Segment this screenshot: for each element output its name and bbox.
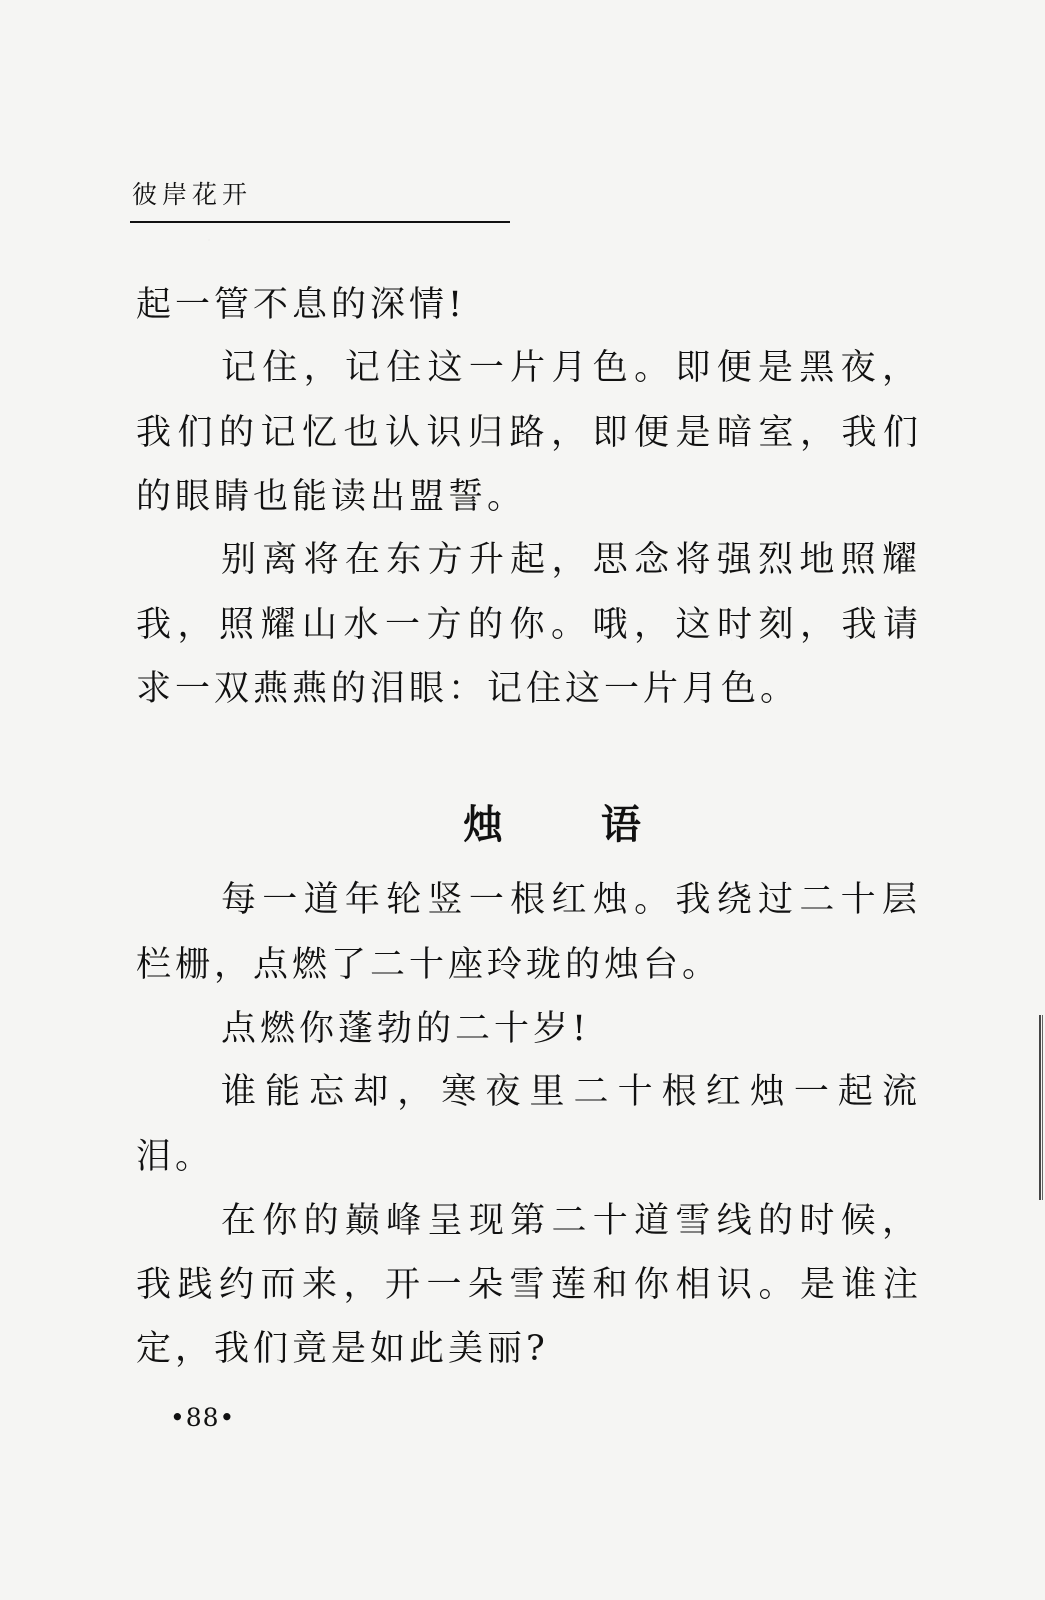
- text-line: 每一道年轮竖一根红烛。我绕过二十层: [221, 880, 921, 920]
- text-line: 泪。: [136, 1137, 215, 1177]
- text-line: 别离将在东方升起，思念将强烈地照耀: [221, 540, 921, 580]
- section-title: 烛 语: [463, 801, 683, 848]
- text-line: 我，照耀山水一方的你。哦，这时刻，我请: [136, 605, 922, 645]
- scan-edge-mark: [1036, 1015, 1045, 1200]
- running-head: 彼岸花开: [132, 180, 253, 209]
- page-number: •88•: [170, 1403, 236, 1432]
- text-line: 的眼睛也能读出盟誓。: [136, 477, 527, 517]
- text-line: 我们的记忆也认识归路，即便是暗室，我们: [136, 413, 922, 453]
- text-line: 求一双燕燕的泪眼：记住这一片月色。: [136, 669, 800, 709]
- text-line: 点燃你蓬勃的二十岁!: [221, 1009, 591, 1049]
- text-line: 定，我们竟是如此美丽?: [136, 1329, 549, 1369]
- text-line: 谁能忘却，寒夜里二十根红烛一起流: [221, 1072, 921, 1112]
- header-rule: [130, 221, 510, 223]
- text-line: 在你的巅峰呈现第二十道雪线的时候，: [221, 1201, 921, 1241]
- text-line: 起一管不息的深情!: [136, 285, 467, 325]
- text-line: 我践约而来，开一朵雪莲和你相识。是谁注: [136, 1265, 922, 1305]
- text-line: 记住，记住这一片月色。即便是黑夜，: [221, 348, 921, 388]
- text-line: 栏栅，点燃了二十座玲珑的烛台。: [136, 945, 722, 985]
